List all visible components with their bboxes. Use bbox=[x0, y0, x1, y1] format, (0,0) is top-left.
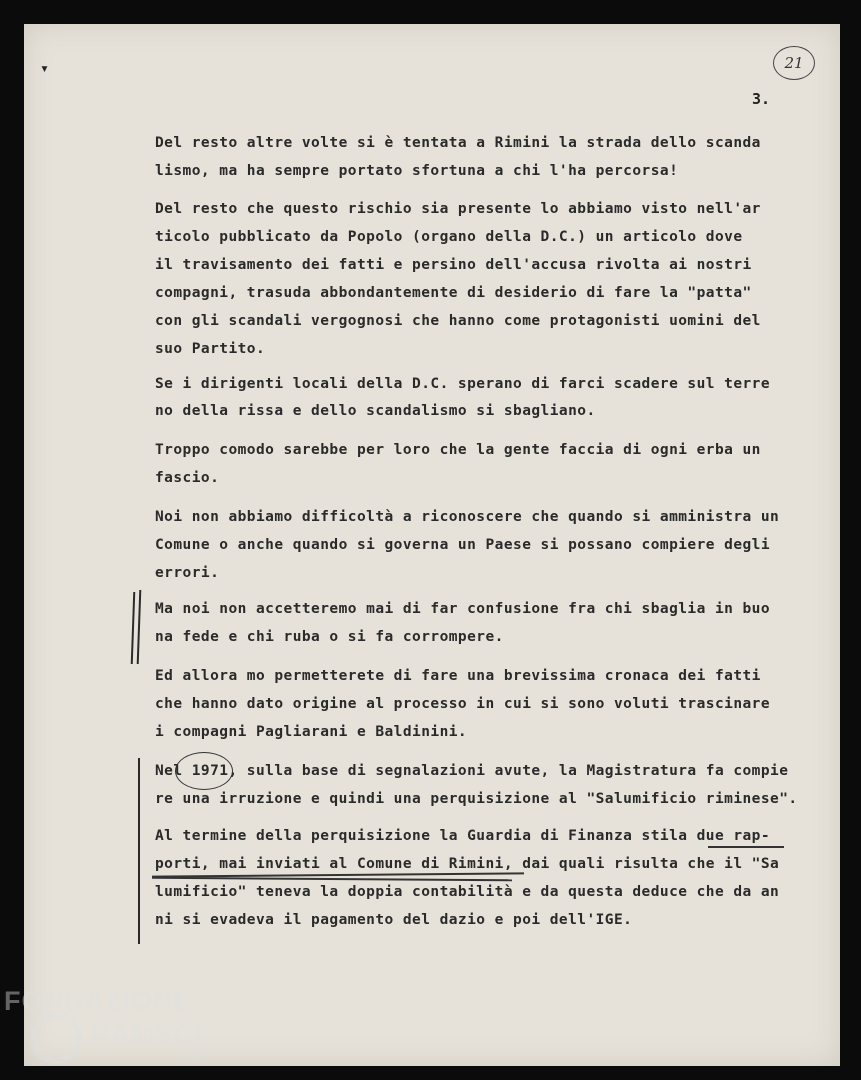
watermark-line1: FONDAZIONE bbox=[4, 986, 193, 1016]
text-line: errori. bbox=[155, 565, 220, 581]
text-line: Al termine della perquisizione la Guardia di Finanza stila due rap- bbox=[155, 828, 771, 844]
text-line: compagni, trasuda abbondantemente di desiderio di fare la "patta" bbox=[155, 285, 752, 301]
text-line: fascio. bbox=[155, 470, 220, 486]
text-line: re una irruzione e quindi una perquisizione al "Salumificio riminese". bbox=[155, 791, 798, 807]
text-line: no della rissa e dello scandalismo si sbagliano. bbox=[155, 403, 596, 419]
watermark-line3: onlus bbox=[179, 1050, 206, 1062]
text-line: che hanno dato origine al processo in cui si sono voluti trascinare bbox=[155, 696, 771, 712]
text-line: porti, mai inviati al Comune di Rimini, dai quali risulta che il "Sa bbox=[155, 856, 780, 872]
text-line: il travisamento dei fatti e persino dell'accusa rivolta ai nostri bbox=[155, 257, 752, 273]
handwritten-underline bbox=[708, 846, 784, 848]
watermark-line2: RAMSCI bbox=[90, 1020, 203, 1050]
text-line: Del resto che questo rischio sia presente lo abbiamo visto nell'ar bbox=[155, 201, 761, 217]
text-line: Del resto altre volte si è tentata a Rimini la strada dello scanda bbox=[155, 135, 761, 151]
text-line: ni si evadeva il pagamento del dazio e poi dell'IGE. bbox=[155, 912, 633, 928]
text-line: Se i dirigenti locali della D.C. sperano di farci scadere sul terre bbox=[155, 376, 771, 392]
text-line: ticolo pubblicato da Popolo (organo della D.C.) un articolo dove bbox=[155, 229, 743, 245]
text-line: na fede e chi ruba o si fa corrompere. bbox=[155, 629, 504, 645]
folio-number-stamp: 21 bbox=[773, 46, 815, 80]
text-line: Comune o anche quando si governa un Paese si possano compiere degli bbox=[155, 537, 771, 553]
text-line: lismo, ma ha sempre portato sfortuna a chi l'ha percorsa! bbox=[155, 163, 679, 179]
margin-side-bar bbox=[138, 758, 140, 944]
text-line: suo Partito. bbox=[155, 341, 266, 357]
text-line: i compagni Pagliarani e Baldinini. bbox=[155, 724, 468, 740]
text-line: Nel 1971, sulla base di segnalazioni avute, la Magistratura fa compie bbox=[155, 763, 789, 779]
margin-mark: ▾ bbox=[40, 59, 50, 77]
text-line: con gli scandali vergognosi che hanno come protagonisti uomini del bbox=[155, 313, 761, 329]
text-line: Ma noi non accetteremo mai di far confusione fra chi sbaglia in buo bbox=[155, 601, 771, 617]
year-circle-annotation bbox=[175, 752, 233, 790]
text-line: Troppo comodo sarebbe per loro che la gente faccia di ogni erba un bbox=[155, 442, 761, 458]
text-line: Noi non abbiamo difficoltà a riconoscere che quando si amministra un bbox=[155, 509, 780, 525]
text-line: lumificio" teneva la doppia contabilità e da questa deduce che da an bbox=[155, 884, 780, 900]
text-line: Ed allora mo permetterete di fare una brevissima cronaca dei fatti bbox=[155, 668, 761, 684]
page-number: 3. bbox=[752, 90, 771, 108]
